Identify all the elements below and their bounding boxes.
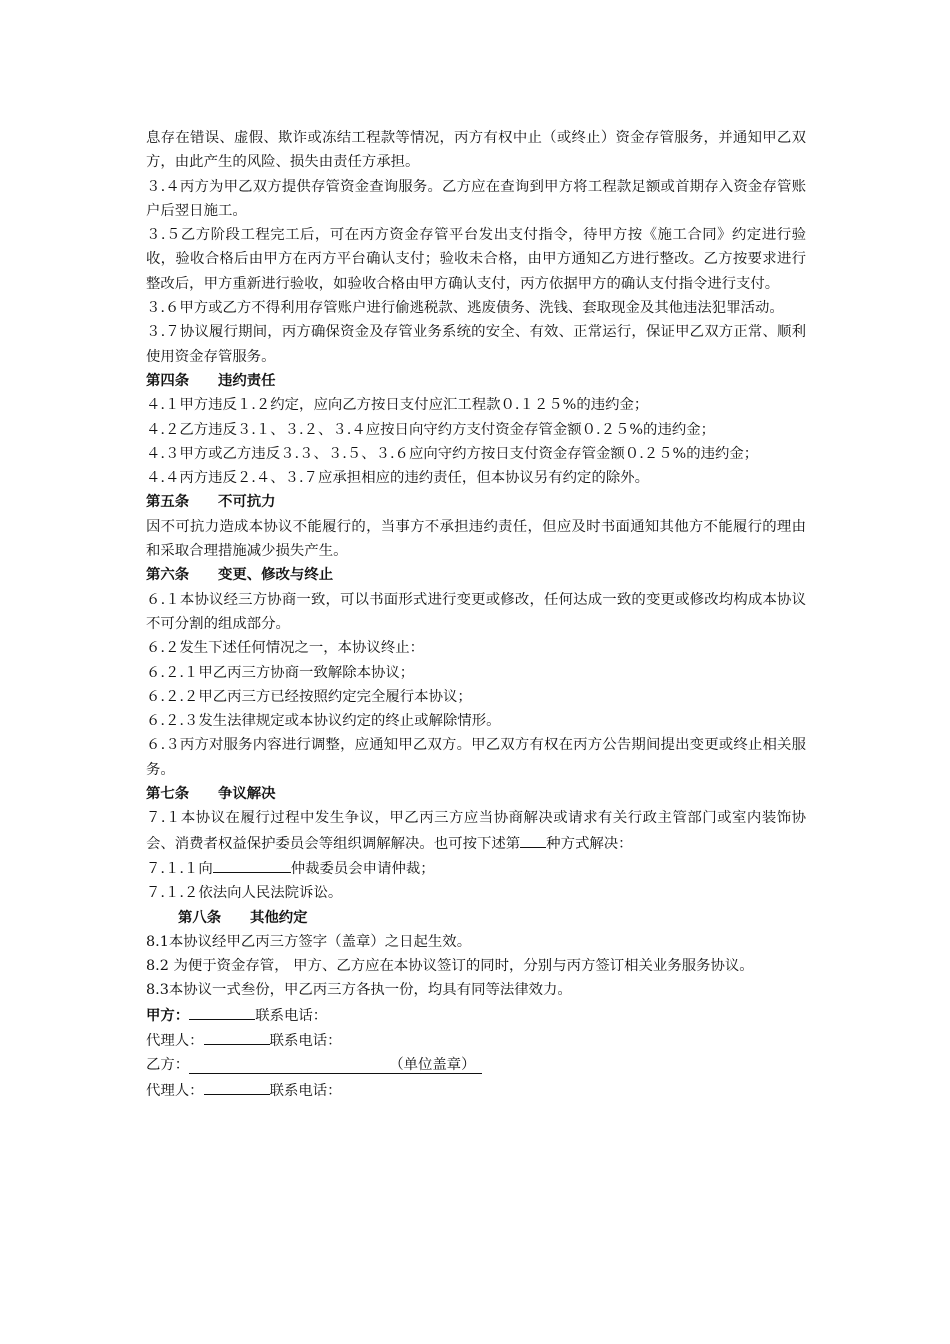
clause-8-2: 8.2 为便于资金存管， 甲方、乙方应在本协议签订的同时，分别与丙方签订相关业务服务协议。 — [146, 958, 754, 975]
clause-7-1-2: ７.１.２依法向人民法院诉讼。 — [146, 885, 343, 902]
arbitration-commission-blank[interactable] — [213, 856, 291, 873]
clause-4-1: ４.１甲方违反１.２约定，应向乙方按日支付应汇工程款０.１２５%的违约金； — [146, 397, 649, 414]
clause-6-2-1: ６.２.１甲乙丙三方协商一致解除本协议； — [146, 664, 415, 681]
article-4-heading: 第四条 违约责任 — [146, 371, 276, 389]
clause-6-2-3: ６.２.３发生法律规定或本协议约定的终止或解除情形。 — [146, 713, 501, 730]
agent-label: 代理人： — [146, 1082, 204, 1099]
clause-4-2: ４.２乙方违反３.１、３.２、３.４应按日向守约方支付资金存管金额０.２５%的违约金； — [146, 421, 716, 438]
agent-label: 代理人： — [146, 1032, 204, 1049]
article-6-heading: 第六条 变更、修改与终止 — [146, 566, 334, 584]
method-blank[interactable] — [520, 831, 546, 848]
agent-a-blank[interactable] — [204, 1028, 270, 1045]
clause-8-1: 8.1本协议经甲乙丙三方签字（盖章）之日起生效。 — [146, 933, 472, 950]
phone-label: 联系电话： — [269, 1082, 342, 1099]
clause-3-6: ３.６甲方或乙方不得利用存管账户进行偷逃税款、逃废债务、洗钱、套取现金及其他违法犯罪活动。 — [146, 300, 784, 317]
phone-label: 联系电话： — [269, 1032, 342, 1049]
article-7-heading: 第七条 争议解决 — [146, 785, 276, 803]
article-8-heading: 第八条 其他约定 — [178, 908, 308, 926]
party-a-label: 甲方： — [146, 1006, 190, 1024]
party-b-label: 乙方： — [146, 1057, 190, 1074]
party-b-signature-field[interactable] — [189, 1057, 481, 1074]
agent-b-blank[interactable] — [204, 1078, 270, 1095]
clause-6-3: ６.３丙方对服务内容进行调整，应通知甲乙双方。甲乙双方有权在丙方公告期间提出变更或终止相关服务。 — [146, 737, 806, 778]
contract-body — [146, 126, 806, 1103]
clause-3-5: ３.５乙方阶段工程完工后，可在丙方资金存管平台发出支付指令，待甲方按《施工合同》约定进行验收，验收合格后由甲方在丙方平台确认支付；验收未合格，由甲方通知乙方进行整改。乙方按要求进行整改后，甲方重新进行验收，如验收合格由甲方确认支付，丙方依据甲方的确认支付指令进行支付。 — [146, 227, 806, 292]
clause-6-2-2: ６.２.２甲乙丙三方已经按照约定完全履行本协议； — [146, 688, 472, 705]
clause-6-2: ６.２发生下述任何情况之一，本协议终止： — [146, 640, 424, 657]
clause-6-1: ６.１本协议经三方协商一致，可以书面形式进行变更或修改，任何达成一致的变更或修改均构成本协议不可分割的组成部分。 — [146, 591, 806, 632]
seal-label: （单位盖章） — [389, 1057, 476, 1074]
clause-7-1-1: ７.１.１向 仲裁委员会申请仲裁； — [146, 856, 806, 881]
article-5-heading: 第五条 不可抗力 — [146, 493, 276, 511]
party-b-line — [146, 1053, 806, 1077]
clause-3-7: ３.７协议履行期间，丙方确保资金及存管业务系统的安全、有效、正常运行，保证甲乙双方正常、顺利使用资金存管服务。 — [146, 324, 806, 365]
clause-7-1: ７.１本协议在履行过程中发生争议，甲乙丙三方应当协商解决或请求有关行政主管部门或室内装饰协会、消费者权益保护委员会等组织调解解决。也可按下述第 种方式解决： — [146, 810, 806, 852]
clause-3-4: ３.４丙方为甲乙双方提供存管资金查询服务。乙方应在查询到甲方将工程款足额或首期存入资金存管账户后翌日施工。 — [146, 178, 806, 219]
clause-8-3: 8.3本协议一式叁份，甲乙丙三方各执一份，均具有同等法律效力。 — [146, 982, 572, 999]
clause-4-3: ４.３甲方或乙方违反３.３、３.５、３.６应向守约方按日支付资金存管金额０.２５%的违约金； — [146, 445, 759, 462]
clause-4-4: ４.４丙方违反２.４、３.７应承担相应的违约责任，但本协议另有约定的除外。 — [146, 470, 650, 487]
party-a-blank[interactable] — [189, 1003, 255, 1020]
paragraph: 息存在错误、虚假、欺诈或冻结工程款等情况，丙方有权中止（或终止）资金存管服务，并通知甲乙双方，由此产生的风险、损失由责任方承担。 — [146, 130, 806, 171]
party-a-line — [146, 1003, 806, 1028]
agent-b-line — [146, 1078, 806, 1103]
phone-label: 联系电话： — [255, 1007, 328, 1024]
force-majeure-text: 因不可抗力造成本协议不能履行的，当事方不承担违约责任，但应及时书面通知其他方不能履行的理由和采取合理措施减少损失产生。 — [146, 518, 806, 560]
agent-a-line — [146, 1028, 806, 1053]
